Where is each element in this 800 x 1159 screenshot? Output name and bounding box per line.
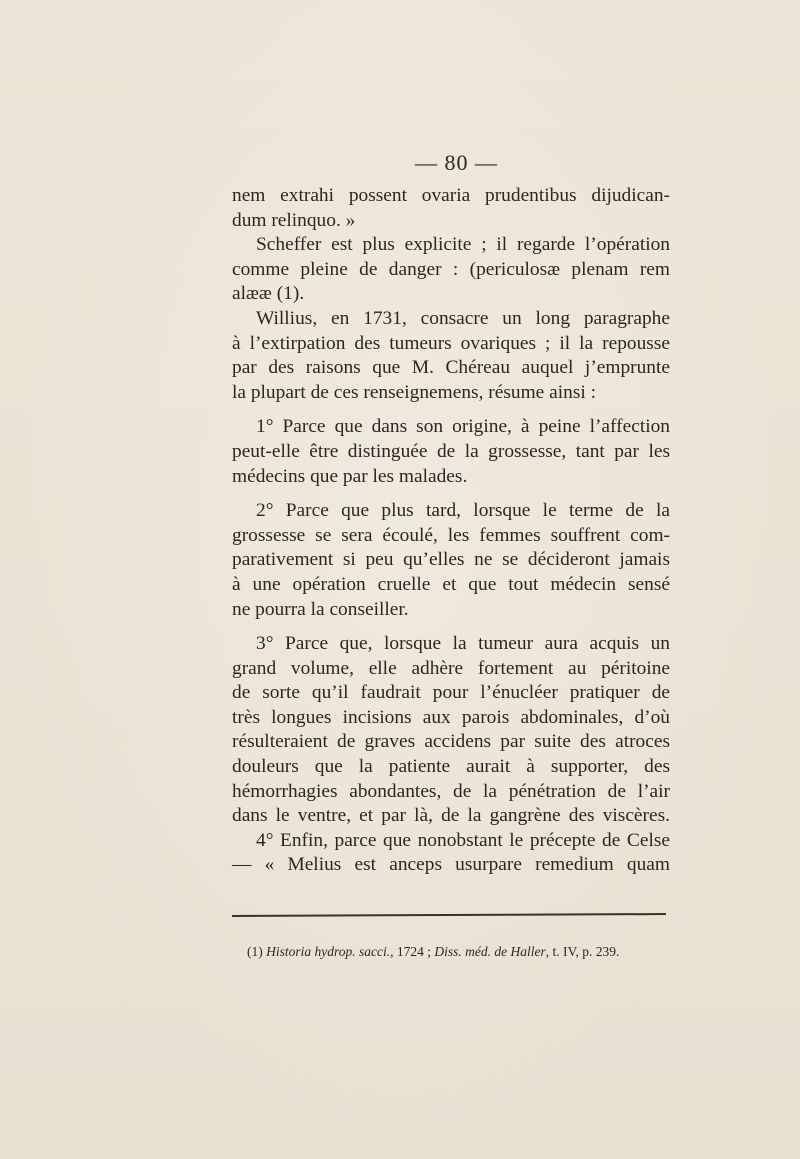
text-line: ne pourra la conseiller. xyxy=(232,598,409,620)
paragraph-gap xyxy=(232,489,670,499)
footnote-title: Historia hydrop. sacci. xyxy=(266,944,391,959)
text-line: 1° Parce que dans son origine, à peine l’affection xyxy=(256,416,670,438)
text-line: la plupart de ces renseignemens, résume ainsi : xyxy=(232,381,596,403)
paragraph-gap xyxy=(232,622,670,632)
text-line: comme pleine de danger : (periculosæ plenam rem xyxy=(232,258,670,280)
text-line: très longues incisions aux parois abdominales, d’où xyxy=(232,706,670,728)
text-line: 2° Parce que plus tard, lorsque le terme de la xyxy=(256,500,670,522)
footnote-source: Diss. méd. de Haller xyxy=(434,944,546,959)
text-line: douleurs que la patiente aurait à supporter, des xyxy=(232,756,670,778)
text-line: dum relinquo. » xyxy=(232,209,356,231)
page-number: — 80 — xyxy=(415,150,498,175)
text-line: hémorrhagies abondantes, de la pénétration de l’air xyxy=(232,780,670,802)
text-line: — « Melius est anceps usurpare remedium quam xyxy=(232,854,670,876)
paragraph-gap xyxy=(232,405,670,415)
footnote-marker: (1) xyxy=(247,944,263,959)
footnote-year: , 1724 ; xyxy=(390,944,432,959)
body-text xyxy=(232,184,670,878)
footnote-rule xyxy=(232,913,666,917)
text-line: dans le ventre, et par là, de la gangrène des viscères. xyxy=(232,805,670,827)
footnote xyxy=(247,944,619,960)
text-line: 4° Enfin, parce que nonobstant le précepte de Celse xyxy=(256,829,670,851)
text-line: parativement si peu qu’elles ne se décideront jamais xyxy=(232,549,670,571)
text-line: médecins que par les malades. xyxy=(232,465,468,487)
footnote-ref: , t. IV, p. 239. xyxy=(545,944,620,959)
text-line: à une opération cruelle et que tout médecin sensé xyxy=(232,573,670,595)
text-line: résulteraient de graves accidens par suite des atroces xyxy=(232,731,670,753)
text-line: grossesse se sera écoulé, les femmes souffrent com- xyxy=(232,524,670,546)
text-line: 3° Parce que, lorsque la tumeur aura acquis un xyxy=(256,633,670,655)
text-line: de sorte qu’il faudrait pour l’énucléer pratiquer de xyxy=(232,682,670,704)
text-line: peut-elle être distinguée de la grossesse, tant par les xyxy=(232,440,670,462)
text-line: à l’extirpation des tumeurs ovariques ; il la repousse xyxy=(232,332,670,354)
text-line: Scheffer est plus explicite ; il regarde l’opération xyxy=(256,234,670,256)
text-line: alææ (1). xyxy=(232,283,305,305)
text-line: par des raisons que M. Chéreau auquel j’emprunte xyxy=(232,357,670,379)
text-line: grand volume, elle adhère fortement au péritoine xyxy=(232,657,670,679)
text-line: Willius, en 1731, consacre un long paragraphe xyxy=(256,307,670,329)
text-line: nem extrahi possent ovaria prudentibus dijudican- xyxy=(232,185,670,206)
